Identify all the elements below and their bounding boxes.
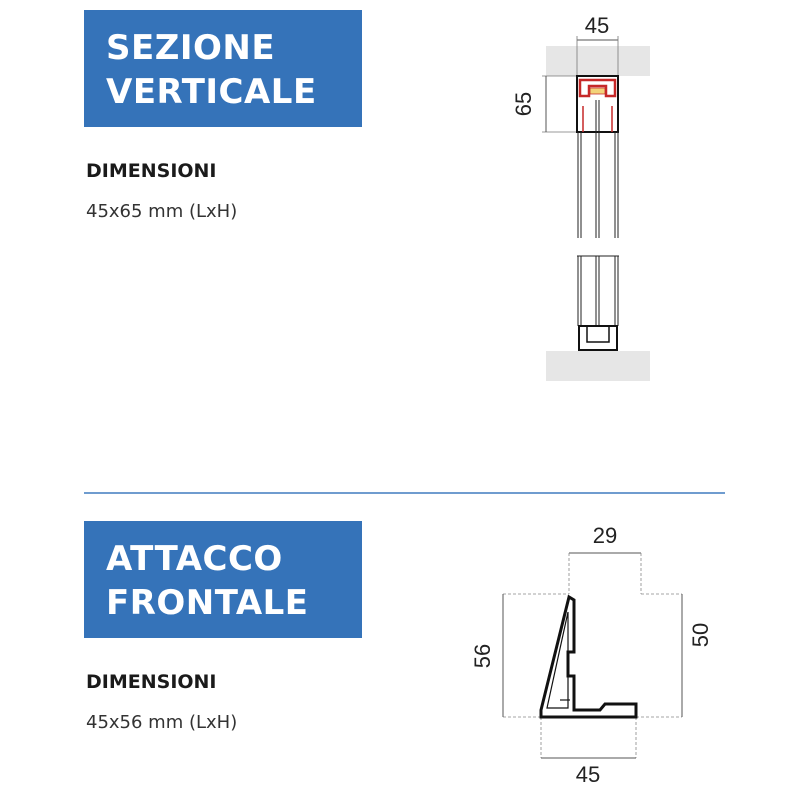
dimensions-heading: DIMENSIONI bbox=[86, 671, 217, 693]
attachment-profile-inner bbox=[547, 612, 568, 708]
left-height-label: 56 bbox=[470, 643, 495, 669]
bottom-guide-detail bbox=[587, 326, 609, 342]
ceiling-slab bbox=[546, 46, 650, 76]
dimensions-value: 45x65 mm (LxH) bbox=[86, 201, 238, 222]
width-label: 45 bbox=[584, 13, 610, 38]
section-title-line1: ATTACCO bbox=[106, 539, 283, 579]
height-label: 65 bbox=[511, 91, 536, 117]
floor-slab bbox=[546, 351, 650, 381]
dimensions-heading: DIMENSIONI bbox=[86, 160, 217, 182]
brush-fill bbox=[590, 88, 605, 94]
section-title-line1: SEZIONE bbox=[106, 28, 276, 68]
front-attachment-drawing bbox=[470, 523, 713, 787]
bottom-width-label: 45 bbox=[575, 762, 601, 787]
attachment-profile bbox=[541, 597, 636, 717]
section-title-line2: FRONTALE bbox=[106, 583, 309, 623]
vertical-section-drawing bbox=[511, 13, 650, 381]
door-panel-lower bbox=[577, 256, 619, 326]
bottom-guide-profile bbox=[579, 326, 617, 350]
right-height-label: 50 bbox=[688, 622, 713, 648]
top-width-label: 29 bbox=[592, 523, 618, 548]
dimensions-value: 45x56 mm (LxH) bbox=[86, 712, 238, 733]
section-title-line2: VERTICALE bbox=[106, 72, 317, 112]
